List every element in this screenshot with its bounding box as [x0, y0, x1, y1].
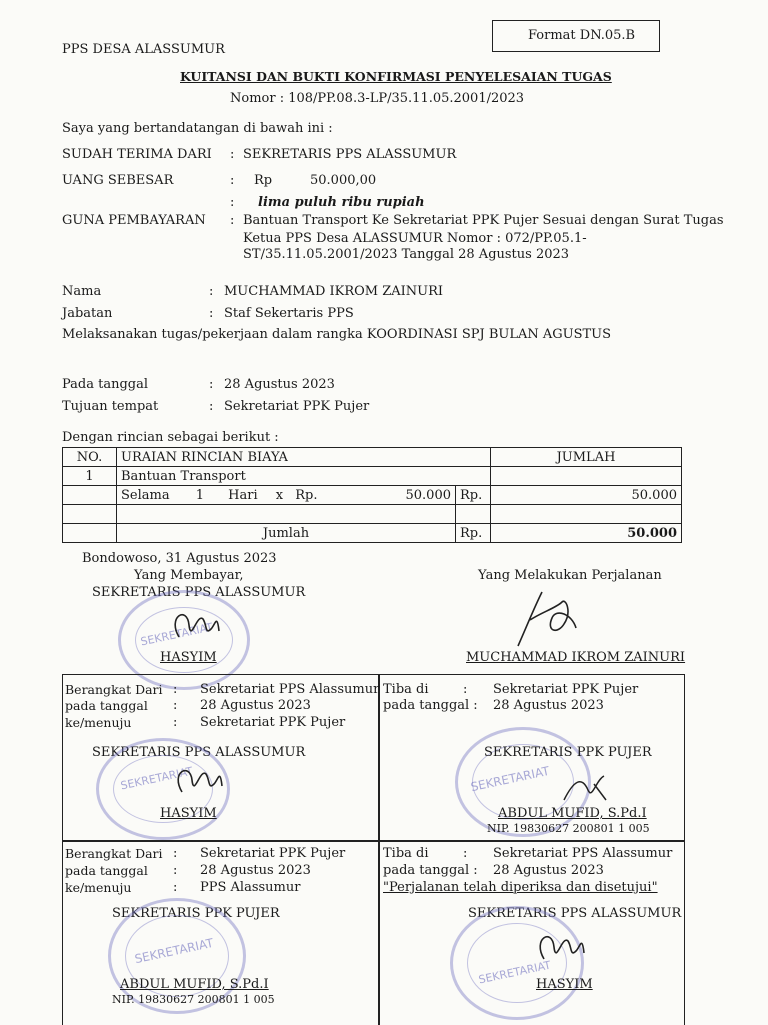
empty-cell [491, 505, 682, 524]
colon: : [463, 682, 468, 697]
empty-cell [63, 486, 117, 505]
t2-arrive-date: 28 Agustus 2023 [493, 863, 604, 878]
total-row [63, 524, 682, 543]
tiba-di-label: Tiba di [383, 682, 429, 697]
ke-menuju-label: ke/menuju [65, 715, 132, 730]
empty-cell [491, 467, 682, 486]
sudah-terima-value: SEKRETARIS PPS ALASSUMUR [243, 147, 457, 162]
colon: : [209, 306, 214, 321]
t2-right-name: HASYIM [536, 977, 593, 992]
stamp-text: SEKRETARIAT [469, 763, 551, 795]
rincian-heading: Dengan rincian sebagai berikut : [62, 430, 279, 445]
guna-label: GUNA PEMBAYARAN [62, 213, 206, 228]
tujuan-value: Sekretariat PPK Pujer [224, 399, 370, 414]
document-number: Nomor : 108/PP.08.3-LP/35.11.05.2001/2023 [230, 91, 525, 106]
t2-right-title: SEKRETARIS PPS ALASSUMUR [468, 906, 682, 921]
empty-cell [117, 505, 456, 524]
table-row [63, 486, 682, 505]
uang-value: 50.000,00 [310, 173, 377, 188]
stamp-text: SEKRETARIAT [133, 935, 215, 967]
colon: : [173, 846, 178, 861]
t2-date: 28 Agustus 2023 [200, 863, 311, 878]
uang-currency: Rp [254, 173, 273, 188]
format-label: Format DN.05.B [528, 28, 636, 43]
colon: : [173, 715, 178, 730]
colon: : [463, 846, 468, 861]
amount-currency: Rp. [456, 486, 491, 505]
t2-to: PPS Alassumur [200, 880, 301, 895]
t1-left-name: HASYIM [160, 806, 217, 821]
t1-arrive: Sekretariat PPK Pujer [493, 682, 639, 697]
colon: : [209, 399, 214, 414]
colon: : [209, 377, 214, 392]
cost-table [62, 447, 682, 543]
guna-line-2: Ketua PPS Desa ALASSUMUR Nomor : 072/PP.05.1- [243, 231, 587, 246]
t1-to: Sekretariat PPK Pujer [200, 715, 346, 730]
t2-arrive: Sekretariat PPS Alassumur [493, 846, 673, 861]
t1-right-nip: NIP. 19830627 200801 1 005 [487, 822, 650, 835]
col-no-header: NO. [63, 448, 117, 467]
unit-price: 50.000 [405, 487, 451, 503]
signature-hasyim [165, 603, 225, 653]
yang-membayar: Yang Membayar, [134, 568, 244, 583]
t1-left-title: SEKRETARIS PPS ALASSUMUR [92, 745, 306, 760]
traveler-name: MUCHAMMAD IKROM ZAINURI [466, 650, 686, 665]
colon: : [173, 682, 178, 697]
t2-from: Sekretariat PPK Pujer [200, 846, 346, 861]
pada-tanggal-label: pada tanggal : [383, 863, 478, 878]
terbilang: lima puluh ribu rupiah [258, 195, 425, 210]
t1-right-name: ABDUL MUFID, S.Pd.I [498, 806, 647, 821]
t1-date: 28 Agustus 2023 [200, 698, 311, 713]
empty-cell [63, 524, 117, 543]
stamp-text: SEKRETARIAT [477, 958, 552, 987]
tiba-di-label: Tiba di [383, 846, 429, 861]
t2-left-nip: NIP. 19830627 200801 1 005 [112, 993, 275, 1006]
guna-line-1: Bantuan Transport Ke Sekretariat PPK Pujer Sesuai dengan Surat Tugas [243, 213, 724, 228]
approval-note: "Perjalanan telah diperiksa dan disetujui" [383, 880, 658, 895]
pada-tanggal-label: pada tanggal [65, 863, 148, 878]
nama-value: MUCHAMMAD IKROM ZAINURI [224, 284, 444, 299]
t2-left-title: SEKRETARIS PPK PUJER [112, 906, 280, 921]
unit: Hari [228, 487, 258, 503]
guna-line-3: ST/35.11.05.2001/2023 Tanggal 28 Agustus 2023 [243, 247, 570, 262]
payer-name: HASYIM [160, 650, 217, 665]
signature-ikrom [512, 588, 582, 650]
pada-tanggal-label: pada tanggal [65, 698, 148, 713]
signature-hasyim [168, 760, 228, 808]
stamp-text: SEKRETARIAT [119, 764, 194, 793]
col-jumlah-header: JUMLAH [491, 448, 682, 467]
intro-text: Saya yang bertandatangan di bawah ini : [62, 121, 333, 136]
unit-currency: Rp. [295, 487, 318, 503]
jumlah-label: Jumlah [117, 524, 456, 543]
row-item: Bantuan Transport [117, 467, 491, 486]
total-amount: 50.000 [491, 524, 682, 543]
org-name: PPS DESA ALASSUMUR [62, 42, 225, 57]
pada-tanggal-value: 28 Agustus 2023 [224, 377, 335, 392]
jabatan-value: Staf Sekertaris PPS [224, 306, 354, 321]
total-currency: Rp. [456, 524, 491, 543]
melaksanakan-text: Melaksanakan tugas/pekerjaan dalam rangka KOORDINASI SPJ BULAN AGUSTUS [62, 327, 612, 342]
yang-melakukan: Yang Melakukan Perjalanan [478, 568, 662, 583]
sudah-terima-label: SUDAH TERIMA DARI [62, 147, 212, 162]
amount: 50.000 [491, 486, 682, 505]
selama-label: Selama [121, 487, 170, 503]
colon: : [209, 284, 214, 299]
pada-tanggal-label: pada tanggal : [383, 698, 478, 713]
colon: : [230, 213, 235, 228]
document-title: KUITANSI DAN BUKTI KONFIRMASI PENYELESAIAN TUGAS [180, 69, 612, 84]
calc-cell [117, 486, 456, 505]
empty-cell [456, 505, 491, 524]
stamp-text: SEKRETARIAT [139, 620, 214, 649]
berangkat-dari-label: Berangkat Dari [65, 682, 163, 697]
qty: 1 [195, 487, 205, 503]
empty-cell [63, 505, 117, 524]
colon: : [173, 880, 178, 895]
colon: : [173, 863, 178, 878]
berangkat-dari-label: Berangkat Dari [65, 846, 163, 861]
tujuan-label: Tujuan tempat [62, 399, 159, 414]
nama-label: Nama [62, 284, 102, 299]
colon: : [230, 173, 235, 188]
table-row [63, 505, 682, 524]
place-date: Bondowoso, 31 Agustus 2023 [82, 551, 277, 566]
t2-left-name: ABDUL MUFID, S.Pd.I [120, 977, 269, 992]
ke-menuju-label: ke/menuju [65, 880, 132, 895]
colon: : [173, 698, 178, 713]
colon: : [230, 195, 235, 210]
payer-title: SEKRETARIS PPS ALASSUMUR [92, 585, 306, 600]
t1-from: Sekretariat PPS Alassumur [200, 682, 380, 697]
table-header-row [63, 448, 682, 467]
col-uraian-header: URAIAN RINCIAN BIAYA [117, 448, 491, 467]
t1-arrive-date: 28 Agustus 2023 [493, 698, 604, 713]
jabatan-label: Jabatan [62, 306, 113, 321]
signature-mufid [560, 770, 610, 810]
uang-label: UANG SEBESAR [62, 173, 174, 188]
times-sign: x [275, 487, 284, 503]
signature-hasyim [530, 925, 590, 975]
t1-right-title: SEKRETARIS PPK PUJER [484, 745, 652, 760]
colon: : [230, 147, 235, 162]
row-no: 1 [63, 467, 117, 486]
table-row [63, 467, 682, 486]
pada-tanggal-label: Pada tanggal [62, 377, 149, 392]
